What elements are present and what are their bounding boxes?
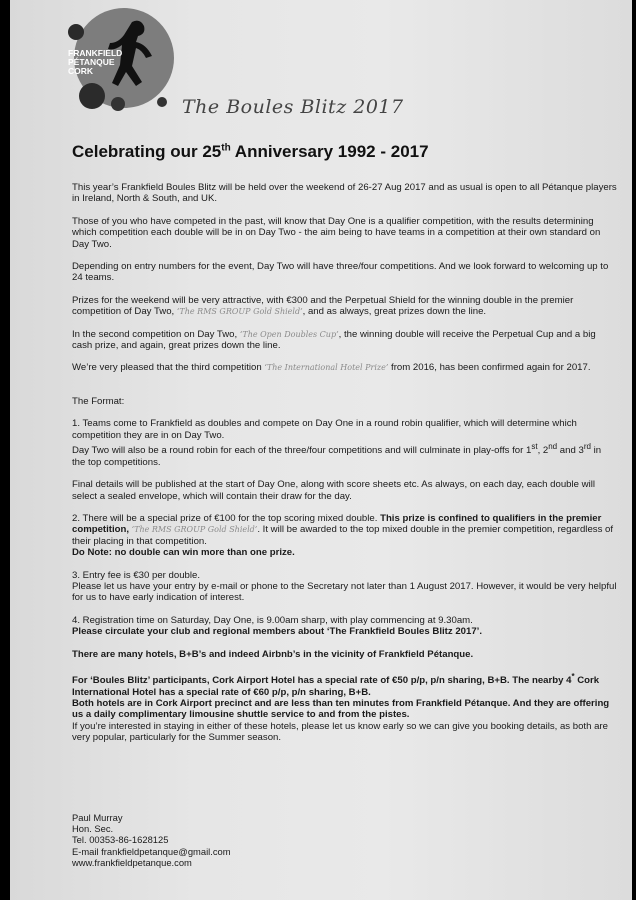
text: , and as always, great prizes down the line. (302, 306, 487, 318)
paragraph-third-competition (72, 362, 617, 373)
text: from 2016, has been confirmed again for 2017. (388, 362, 591, 374)
shield-name: ‘The RMS GROUP Gold Shield’ (129, 525, 258, 535)
cup-name: ‘The Open Doubles Cup’ (239, 329, 339, 339)
tagline: The Boules Blitz 2017 (182, 96, 404, 118)
text: and 3 (557, 445, 584, 457)
sig-web: www.frankfieldpetanque.com (72, 856, 192, 868)
hotels-location (72, 698, 617, 721)
title-sup: th (221, 142, 231, 154)
page-title (72, 142, 429, 162)
sig-title: Hon. Sec. (72, 823, 114, 835)
bold-text: This prize is confined to qualifiers in the premier competition, (72, 512, 602, 536)
text: Prizes for the weekend will be very attractive, with €300 and the Perpetual Shield for the winning double in the premier competition of Day Two, (72, 294, 574, 318)
sup: st (531, 442, 538, 452)
sup: rd (583, 442, 591, 452)
text: . It will be awarded to the top mixed double in the premier competition, regardless of their placing in that competition. (72, 524, 614, 547)
bold-text: Both hotels are in Cork Airport precinct and are less than ten minutes from Frankfield Pétanque. And they are offering us a daily complimentary limousine shuttle service to and from the pistes. (72, 697, 610, 721)
title-pre: Celebrating our 25 (72, 142, 222, 161)
text: We’re very pleased that the third competition (72, 362, 265, 374)
format-item-4: 4. Registration time on Saturday, Day One, is 9.00am sharp, with play commencing at 9.30am. (72, 614, 473, 626)
format-details: Final details will be published at the start of Day One, along with score sheets etc. As always, on each day, each double will select a sealed envelope, which will contain their draw for the day. (72, 479, 595, 502)
bold-text: For ‘Boules Blitz’ participants, Cork Airport Hotel has a special rate of €50 p/p, p/n sharing, B+B. The nearby 4 (72, 675, 572, 687)
shield-name: ‘The RMS GROUP Gold Shield’ (176, 307, 303, 317)
sup: * (571, 671, 575, 681)
title-post: Anniversary 1992 - 2017 (230, 142, 429, 161)
text: 2. There will be a special prize of €100 for the top scoring mixed double. (72, 512, 381, 524)
bold-text: Cork International Hotel has a special rate of €60 p/p, p/n sharing, B+B. (72, 675, 600, 698)
text: in the top competitions. (72, 445, 602, 468)
signature-block (72, 812, 231, 868)
text: , the winning double will receive the Perpetual Cup and a big cash prize, and again, great prizes down the line. (72, 328, 596, 352)
text: In the second competition on Day Two, (72, 328, 240, 340)
logo-line-3: CORK (68, 66, 94, 76)
bold-text: Please circulate your club and regional members about ‘The Frankfield Boules Blitz 2017’. (72, 626, 482, 638)
sig-email: E-mail frankfieldpetanque@gmail.com (72, 845, 231, 857)
format-item-1: 1. Teams come to Frankfield as doubles and compete on Day One in a round robin qualifier, which will determine which competition they are in on Day Two. (72, 418, 577, 441)
body-text (72, 182, 617, 744)
format-item-1-cont (72, 441, 617, 468)
paragraph-entries: Depending on entry numbers for the event, Day Two will have three/four competitions. And we look forward to welcoming up to 24 teams. (72, 261, 609, 284)
format-item-2 (72, 513, 617, 547)
circulate-note (72, 626, 617, 637)
sup: nd (548, 442, 558, 452)
sig-name: Paul Murray (72, 812, 123, 823)
bold-text: Do Note: no double can win more than one prize. (72, 547, 295, 559)
paragraph-second-competition (72, 329, 617, 352)
format-heading: The Format: (72, 395, 125, 407)
hotels-rates (72, 671, 617, 698)
hotels-booking: If you’re interested in staying in either of these hotels, please let us know early so we can give you booking details, as both are very popular, particularly for the Summer season. (72, 720, 608, 744)
logo-line-2: PÉTANQUE (68, 57, 115, 67)
bold-text: There are many hotels, B+B’s and indeed Airbnb’s in the vicinity of Frankfield Pétanque. (72, 648, 474, 660)
format-item-3: 3. Entry fee is €30 per double. (72, 569, 200, 581)
prize-name: ‘The International Hotel Prize’ (264, 363, 389, 373)
logo-line-1: FRANKFIELD (68, 48, 123, 58)
paragraph-intro: This year’s Frankfield Boules Blitz will be held over the weekend of 26-27 Aug 2017 and as usual is open to all Pétanque players in Ireland, North & South, and UK. (72, 182, 617, 205)
club-logo (62, 8, 182, 118)
text: Day Two will also be a round robin for each of the three/four competitions and will culminate in play-offs for 1 (72, 445, 532, 457)
text: , 2 (537, 445, 549, 457)
format-item-3-cont: Please let us have your entry by e-mail or phone to the Secretary not later than 1 August 2017. However, it would be very helpful for us to have early indication of interest. (72, 580, 617, 604)
hotels-intro (72, 649, 617, 660)
paragraph-qualifier: Those of you who have competed in the past, will know that Day One is a qualifier competition, with the results determining which competition each double will be in on Day Two - the aim being to have teams in a competition at their own standard on Day Two. (72, 215, 601, 250)
poster-sheet (10, 0, 632, 900)
paragraph-prizes (72, 295, 617, 318)
format-note (72, 547, 617, 558)
sig-tel: Tel. 00353-86-1628125 (72, 834, 169, 846)
